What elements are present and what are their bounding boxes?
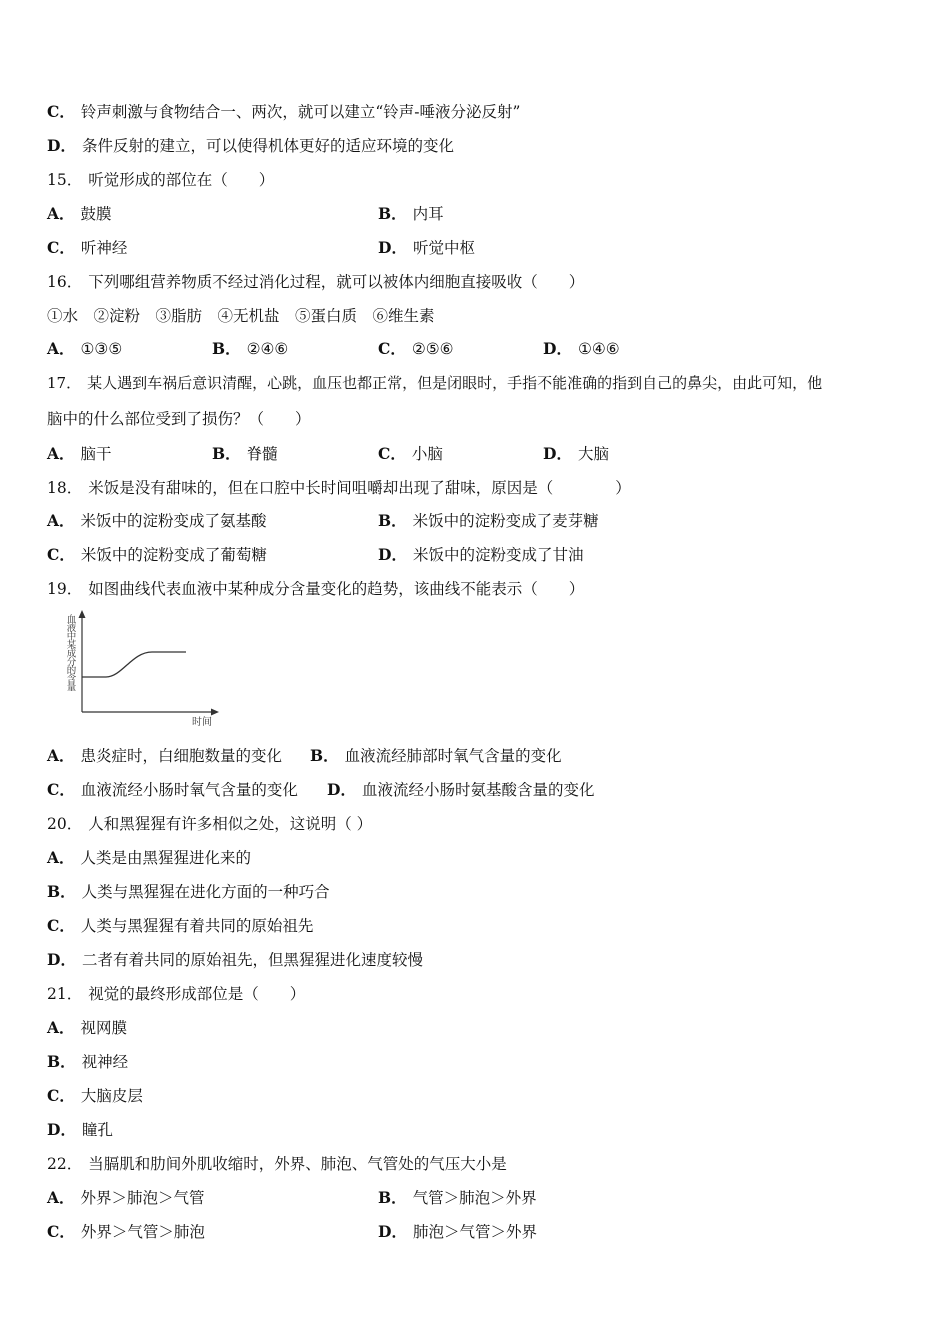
q14-option-c	[47, 101, 520, 123]
q16-option-d	[543, 338, 620, 360]
option-text: ①③⑤	[80, 340, 123, 358]
q16-option-a	[47, 338, 122, 360]
option-label: A．	[47, 746, 75, 765]
q17-stem-line2: 脑中的什么部位受到了损伤？（ ）	[47, 410, 311, 428]
question-text: 下列哪组营养物质不经过消化过程，就可以被体内细胞直接吸收（ ）	[88, 273, 585, 291]
q18-stem	[47, 477, 631, 499]
q22-option-a	[47, 1187, 205, 1209]
q19-option-c	[47, 779, 298, 801]
q22-option-c	[47, 1221, 205, 1243]
q20-option-a	[47, 847, 251, 869]
option-text: 大脑	[577, 445, 609, 463]
q21-option-c	[47, 1085, 143, 1107]
option-label: D．	[47, 136, 76, 155]
option-label: B．	[212, 339, 241, 358]
q17-option-b	[212, 443, 278, 465]
option-text: 气管＞肺泡＞外界	[412, 1189, 537, 1207]
question-number: 20．	[47, 815, 83, 833]
option-label: D．	[378, 1222, 407, 1241]
option-text: 人类是由黑猩猩进化来的	[80, 849, 252, 867]
option-text: 外界＞气管＞肺泡	[80, 1223, 205, 1241]
option-label: C．	[47, 780, 75, 799]
question-text: 米饭是没有甜味的，但在口腔中长时间咀嚼却出现了甜味，原因是（ ）	[88, 479, 631, 497]
q15-stem	[47, 169, 274, 191]
option-text: 鼓膜	[80, 205, 112, 223]
q16-items: ①水 ②淀粉 ③脂肪 ④无机盐 ⑤蛋白质 ⑥维生素	[47, 307, 435, 325]
q17-option-a	[47, 443, 112, 465]
q21-option-d	[47, 1119, 113, 1141]
q22-stem	[47, 1153, 507, 1175]
option-text: ①④⑥	[577, 340, 620, 358]
q15-option-a	[47, 203, 112, 225]
question-number: 17．	[47, 374, 82, 392]
q22-option-b	[378, 1187, 537, 1209]
q18-option-d	[378, 544, 583, 566]
option-label: A．	[47, 1018, 75, 1037]
q20-option-d	[47, 949, 423, 971]
x-axis-label: 时间	[192, 717, 212, 728]
option-text: 内耳	[412, 205, 444, 223]
option-label: B．	[212, 444, 241, 463]
q19-option-b	[310, 745, 562, 767]
option-text: 患炎症时，白细胞数量的变化	[80, 747, 283, 765]
option-text: 视神经	[81, 1053, 129, 1071]
option-label: A．	[47, 339, 75, 358]
option-text: 人类与黑猩猩在进化方面的一种巧合	[81, 883, 330, 901]
option-text: 大脑皮层	[80, 1087, 143, 1105]
y-axis-label: 血液中某成分的含量	[64, 614, 76, 691]
option-label: B．	[378, 511, 407, 530]
q20-option-b	[47, 881, 330, 903]
option-text: ②⑤⑥	[411, 340, 454, 358]
option-label: C．	[47, 916, 75, 935]
question-number: 22．	[47, 1155, 83, 1173]
q21-stem	[47, 983, 305, 1005]
q15-option-c	[47, 237, 127, 259]
q21-option-b	[47, 1051, 128, 1073]
option-text: 米饭中的淀粉变成了麦芽糖	[412, 512, 599, 530]
option-text: 肺泡＞气管＞外界	[412, 1223, 537, 1241]
question-text: 如图曲线代表血液中某种成分含量变化的趋势，该曲线不能表示（ ）	[88, 580, 585, 598]
question-number: 18．	[47, 479, 83, 497]
q18-option-a	[47, 510, 267, 532]
option-label: B．	[47, 882, 76, 901]
option-label: B．	[310, 746, 339, 765]
option-label: D．	[47, 950, 76, 969]
question-text: 视觉的最终形成部位是（ ）	[88, 985, 306, 1003]
option-text: 铃声刺激与食物结合一、两次，就可以建立“铃声-唾液分泌反射”	[80, 103, 521, 121]
question-text: 听觉形成的部位在（ ）	[88, 171, 275, 189]
option-text: 听觉中枢	[412, 239, 475, 257]
q20-stem	[47, 813, 372, 835]
option-text: 米饭中的淀粉变成了氨基酸	[80, 512, 267, 530]
option-label: C．	[47, 1086, 75, 1105]
q19-option-a	[47, 745, 282, 767]
q15-option-b	[378, 203, 444, 225]
option-text: 小脑	[411, 445, 443, 463]
option-label: C．	[47, 545, 75, 564]
question-text: 某人遇到车祸后意识清醒，心跳，血压也都正常，但是闭眼时，手指不能准确的指到自己的鼻尖，由此可知，他	[87, 374, 823, 392]
option-label: D．	[543, 339, 572, 358]
option-label: A．	[47, 511, 75, 530]
q22-option-d	[378, 1221, 537, 1243]
y-axis-arrow	[79, 610, 86, 618]
x-axis-arrow	[211, 709, 219, 716]
q19-option-d	[327, 779, 594, 801]
option-text: 血液流经小肠时氧气含量的变化	[80, 781, 298, 799]
option-text: 人类与黑猩猩有着共同的原始祖先	[80, 917, 314, 935]
option-text: 视网膜	[80, 1019, 128, 1037]
option-label: D．	[543, 444, 572, 463]
option-label: D．	[327, 780, 356, 799]
option-label: B．	[378, 1188, 407, 1207]
trend-curve	[82, 652, 186, 677]
option-text: 血液流经小肠时氨基酸含量的变化	[361, 781, 595, 799]
option-text: 瞳孔	[81, 1121, 113, 1139]
q16-option-b	[212, 338, 288, 360]
option-label: D．	[47, 1120, 76, 1139]
option-label: A．	[47, 204, 75, 223]
question-text: 当膈肌和肋间外肌收缩时，外界、肺泡、气管处的气压大小是	[88, 1155, 507, 1173]
option-text: 米饭中的淀粉变成了葡萄糖	[80, 546, 267, 564]
q18-option-c	[47, 544, 267, 566]
question-number: 21．	[47, 985, 83, 1003]
q16-option-c	[378, 338, 454, 360]
option-label: B．	[47, 1052, 76, 1071]
option-label: C．	[47, 238, 75, 257]
option-text: 条件反射的建立，可以使得机体更好的适应环境的变化	[81, 137, 454, 155]
option-label: C．	[378, 444, 406, 463]
option-text: 脊髓	[246, 445, 278, 463]
question-number: 16．	[47, 273, 83, 291]
option-text: 脑干	[80, 445, 112, 463]
q16-stem	[47, 271, 584, 293]
option-label: C．	[47, 1222, 75, 1241]
option-label: C．	[378, 339, 406, 358]
option-label: A．	[47, 444, 75, 463]
q18-option-b	[378, 510, 599, 532]
option-label: A．	[47, 848, 75, 867]
question-number: 19．	[47, 580, 83, 598]
option-label: C．	[47, 102, 75, 121]
option-label: D．	[378, 545, 407, 564]
q21-option-a	[47, 1017, 127, 1039]
option-text: 听神经	[80, 239, 128, 257]
q14-option-d	[47, 135, 454, 157]
q20-option-c	[47, 915, 313, 937]
option-label: D．	[378, 238, 407, 257]
option-label: B．	[378, 204, 407, 223]
question-number: 15．	[47, 171, 83, 189]
option-text: 二者有着共同的原始祖先，但黑猩猩进化速度较慢	[81, 951, 423, 969]
question-text: 人和黑猩猩有许多相似之处，这说明（ ）	[88, 815, 373, 833]
option-text: 米饭中的淀粉变成了甘油	[412, 546, 584, 564]
q15-option-d	[378, 237, 475, 259]
option-text: 血液流经肺部时氧气含量的变化	[344, 747, 562, 765]
option-text: ②④⑥	[246, 340, 289, 358]
option-text: 外界＞肺泡＞气管	[80, 1189, 205, 1207]
q17-stem-line1	[47, 372, 822, 394]
option-label: A．	[47, 1188, 75, 1207]
q19-stem	[47, 578, 584, 600]
q17-option-c	[378, 443, 443, 465]
q17-option-d	[543, 443, 609, 465]
q19-figure	[60, 608, 230, 730]
